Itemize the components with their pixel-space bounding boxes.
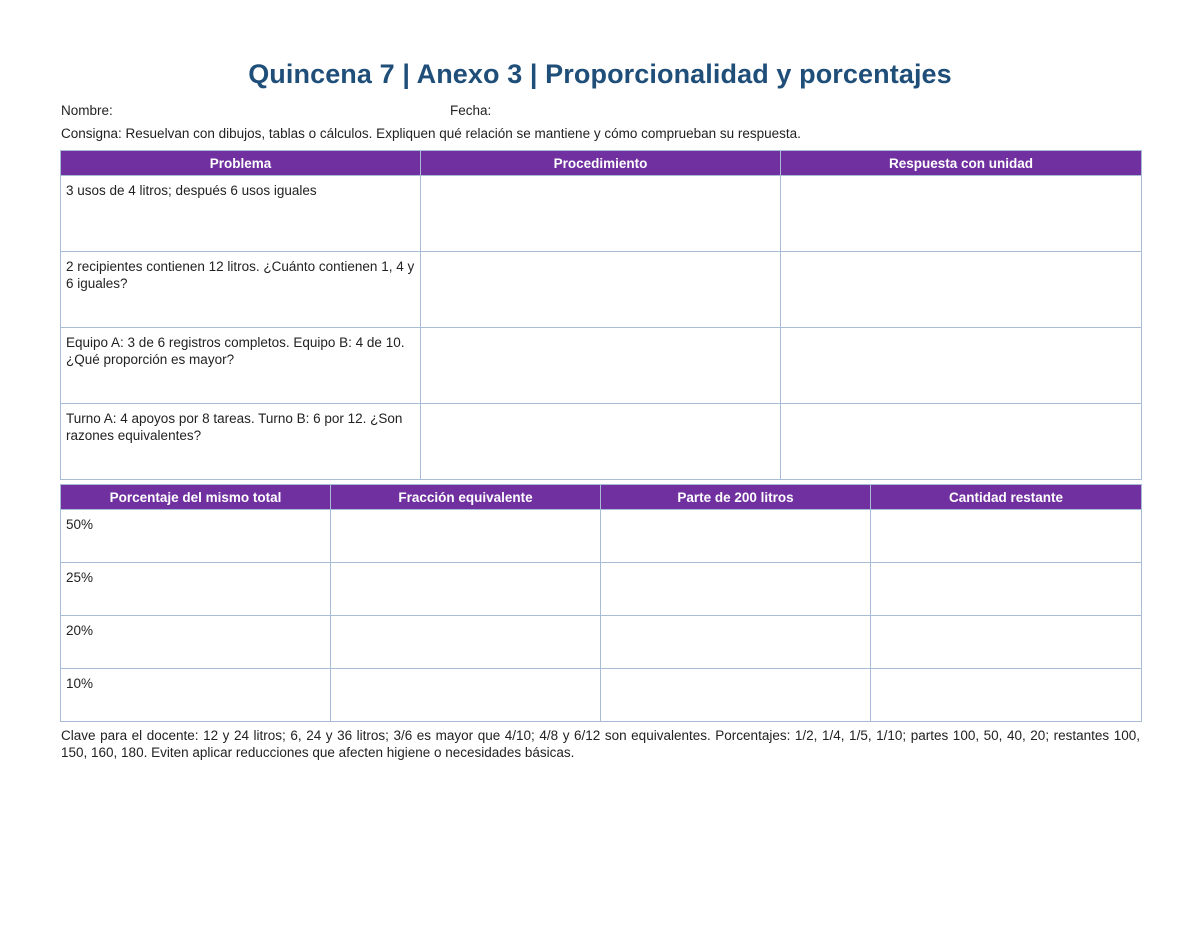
teacher-key-note: Clave para el docente: 12 y 24 litros; 6, 24 y 36 litros; 3/6 es mayor que 4/10; 4/8 y 6/12 son equivalentes. Porcentajes: 1/2, 1/4, 1/5, 1/10; partes 100, 50, 40, 20; restantes 100, 150, 160, 180. Eviten aplicar reducciones que afecten higiene o necesidades básicas. [61, 728, 1140, 760]
column-header-remaining: Cantidad restante [871, 485, 1142, 510]
answer-cell[interactable] [781, 252, 1142, 328]
fraction-cell[interactable] [331, 669, 601, 722]
instruction-text: Consigna: Resuelvan con dibujos, tablas o cálculos. Expliquen qué relación se mantiene y cómo comprueban su respuesta. [61, 126, 801, 141]
column-header-answer: Respuesta con unidad [781, 151, 1142, 176]
column-header-fraction: Fracción equivalente [331, 485, 601, 510]
page-title: Quincena 7 | Anexo 3 | Proporcionalidad y porcentajes [248, 59, 952, 89]
answer-cell[interactable] [781, 404, 1142, 480]
percent-cell: 25% [61, 563, 331, 616]
table-row [61, 176, 1142, 252]
part-cell[interactable] [601, 616, 871, 669]
part-cell[interactable] [601, 669, 871, 722]
table-header-row [61, 151, 1142, 176]
remaining-cell[interactable] [871, 510, 1142, 563]
table-row [61, 328, 1142, 404]
name-label: Nombre: [61, 103, 113, 118]
percent-cell: 50% [61, 510, 331, 563]
remaining-cell[interactable] [871, 616, 1142, 669]
problem-cell: Equipo A: 3 de 6 registros completos. Equipo B: 4 de 10. ¿Qué proporción es mayor? [61, 328, 421, 404]
table-row [61, 404, 1142, 480]
table-row [61, 252, 1142, 328]
fraction-cell[interactable] [331, 510, 601, 563]
part-cell[interactable] [601, 510, 871, 563]
table-row [61, 669, 1142, 722]
fraction-cell[interactable] [331, 563, 601, 616]
problem-cell: Turno A: 4 apoyos por 8 tareas. Turno B: 6 por 12. ¿Son razones equivalentes? [61, 404, 421, 480]
column-header-procedure: Procedimiento [421, 151, 781, 176]
percent-table [60, 484, 1142, 722]
procedure-cell[interactable] [421, 176, 781, 252]
procedure-cell[interactable] [421, 328, 781, 404]
procedure-cell[interactable] [421, 252, 781, 328]
table-header-row [61, 485, 1142, 510]
answer-cell[interactable] [781, 328, 1142, 404]
percent-cell: 10% [61, 669, 331, 722]
date-label: Fecha: [450, 103, 492, 118]
column-header-part: Parte de 200 litros [601, 485, 871, 510]
percent-cell: 20% [61, 616, 331, 669]
column-header-percent: Porcentaje del mismo total [61, 485, 331, 510]
part-cell[interactable] [601, 563, 871, 616]
fraction-cell[interactable] [331, 616, 601, 669]
table-row [61, 510, 1142, 563]
column-header-problem: Problema [61, 151, 421, 176]
problem-cell: 2 recipientes contienen 12 litros. ¿Cuánto contienen 1, 4 y 6 iguales? [61, 252, 421, 328]
remaining-cell[interactable] [871, 563, 1142, 616]
table-row [61, 563, 1142, 616]
table-row [61, 616, 1142, 669]
procedure-cell[interactable] [421, 404, 781, 480]
answer-cell[interactable] [781, 176, 1142, 252]
problems-table [60, 150, 1142, 480]
remaining-cell[interactable] [871, 669, 1142, 722]
problem-cell: 3 usos de 4 litros; después 6 usos iguales [61, 176, 421, 252]
